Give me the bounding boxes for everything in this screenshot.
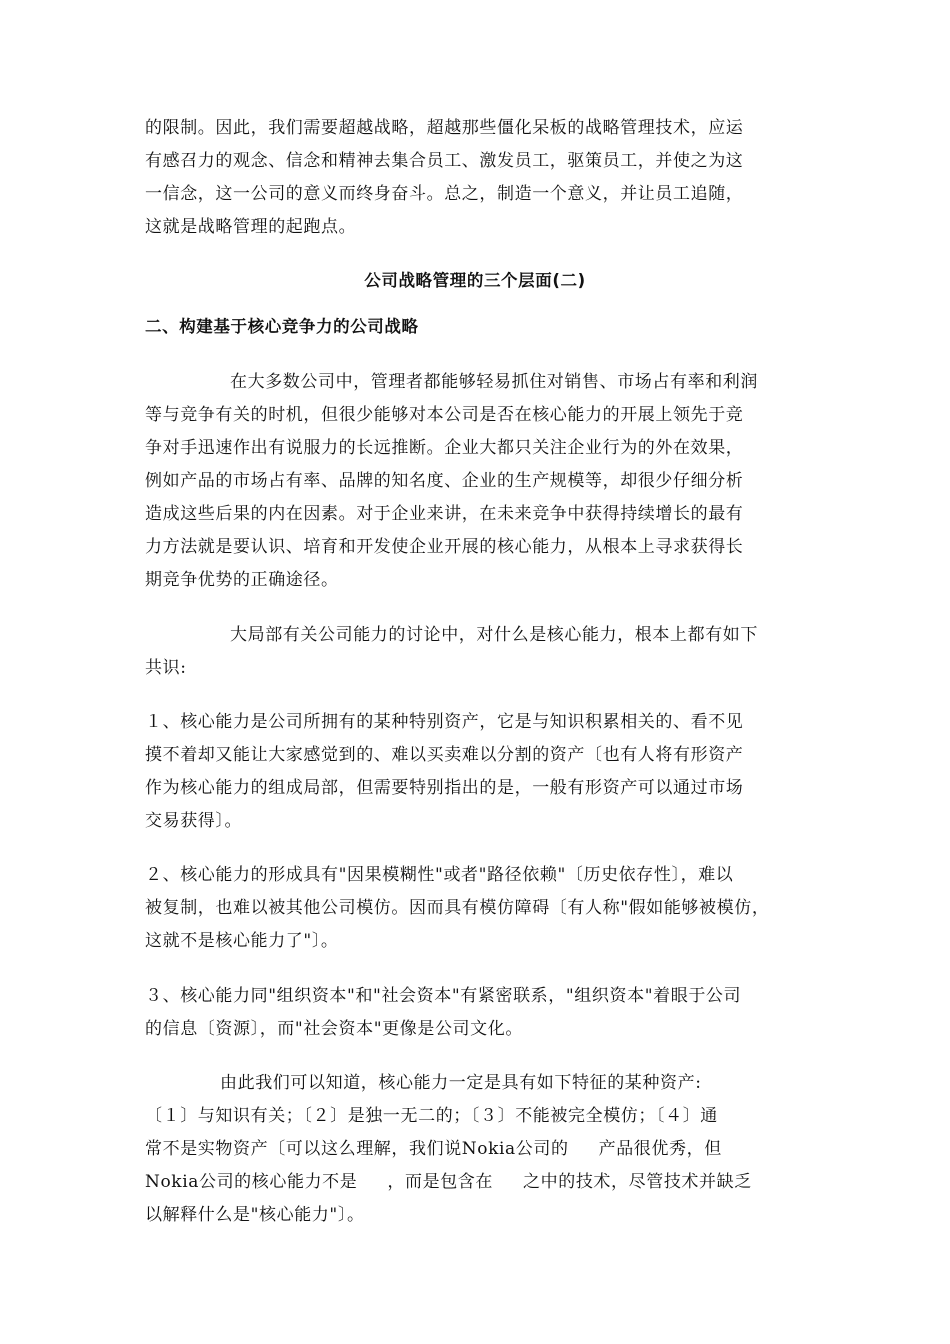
list-item-2-line: ２、核心能力的形成具有"因果模糊性"或者"路径依赖"〔历史依存性〕，难以 <box>145 865 734 885</box>
text-line: 这就不是核心能力了"〕。 <box>145 931 339 951</box>
text-line: 期竞争优势的正确途径。 <box>145 570 339 590</box>
paragraph-first-line: 大局部有关公司能力的讨论中，对什么是核心能力，根本上都有如下 <box>230 625 758 645</box>
list-item-1-line: １、核心能力是公司所拥有的某种特别资产，它是与知识积累相关的、看不见 <box>145 712 744 732</box>
list-item-3-line: ３、核心能力同"组织资本"和"社会资本"有紧密联系，"组织资本"着眼于公司 <box>145 986 742 1006</box>
text-line: 的信息〔资源〕，而"社会资本"更像是公司文化。 <box>145 1019 523 1039</box>
text-line: 造成这些后果的内在因素。对于企业来讲，在未来竞争中获得持续增长的最有 <box>145 504 744 524</box>
text-line: 等与竞争有关的时机，但很少能够对本公司是否在核心能力的开展上领先于竞 <box>145 405 744 425</box>
text-line: 常不是实物资产〔可以这么理解，我们说Nokia公司的 产品很优秀，但 <box>145 1139 722 1159</box>
text-line: 争对手迅速作出有说服力的长远推断。企业大都只关注企业行为的外在效果， <box>145 438 744 458</box>
text-line: 被复制，也难以被其他公司模仿。因而具有模仿障碍〔有人称"假如能够被模仿， <box>145 898 770 918</box>
text-line: 以解释什么是"核心能力"〕。 <box>145 1205 365 1225</box>
text-line: Nokia公司的核心能力不是 ，而是包含在 之中的技术，尽管技术并缺乏 <box>145 1172 752 1192</box>
paragraph-first-line: 由此我们可以知道，核心能力一定是具有如下特征的某种资产: <box>220 1073 702 1093</box>
text-line: 的限制。因此，我们需要超越战略，超越那些僵化呆板的战略管理技术，应运 <box>145 118 744 138</box>
section-heading: 二、构建基于核心竞争力的公司战略 <box>145 317 419 336</box>
text-line: 共识: <box>145 658 187 678</box>
text-line: 这就是战略管理的起跑点。 <box>145 217 357 237</box>
paragraph-first-line: 在大多数公司中，管理者都能够轻易抓住对销售、市场占有率和利润 <box>230 372 758 392</box>
text-line: 有感召力的观念、信念和精神去集合员工、激发员工，驱策员工，并使之为这 <box>145 151 744 171</box>
section-title: 公司战略管理的三个层面(二) <box>364 271 586 290</box>
text-line: 作为核心能力的组成局部，但需要特别指出的是，一般有形资产可以通过市场 <box>145 778 744 798</box>
text-line: 例如产品的市场占有率、品牌的知名度、企业的生产规模等，却很少仔细分析 <box>145 471 744 491</box>
text-line: 〔１〕与知识有关；〔２〕是独一无二的；〔３〕不能被完全模仿；〔４〕通 <box>145 1106 718 1126</box>
text-line: 交易获得〕。 <box>145 811 243 831</box>
text-line: 力方法就是要认识、培育和开发使企业开展的核心能力，从根本上寻求获得长 <box>145 537 744 557</box>
text-line: 一信念，这一公司的意义而终身奋斗。总之，制造一个意义，并让员工追随， <box>145 184 744 204</box>
text-line: 摸不着却又能让大家感觉到的、难以买卖难以分割的资产〔也有人将有形资产 <box>145 745 744 765</box>
